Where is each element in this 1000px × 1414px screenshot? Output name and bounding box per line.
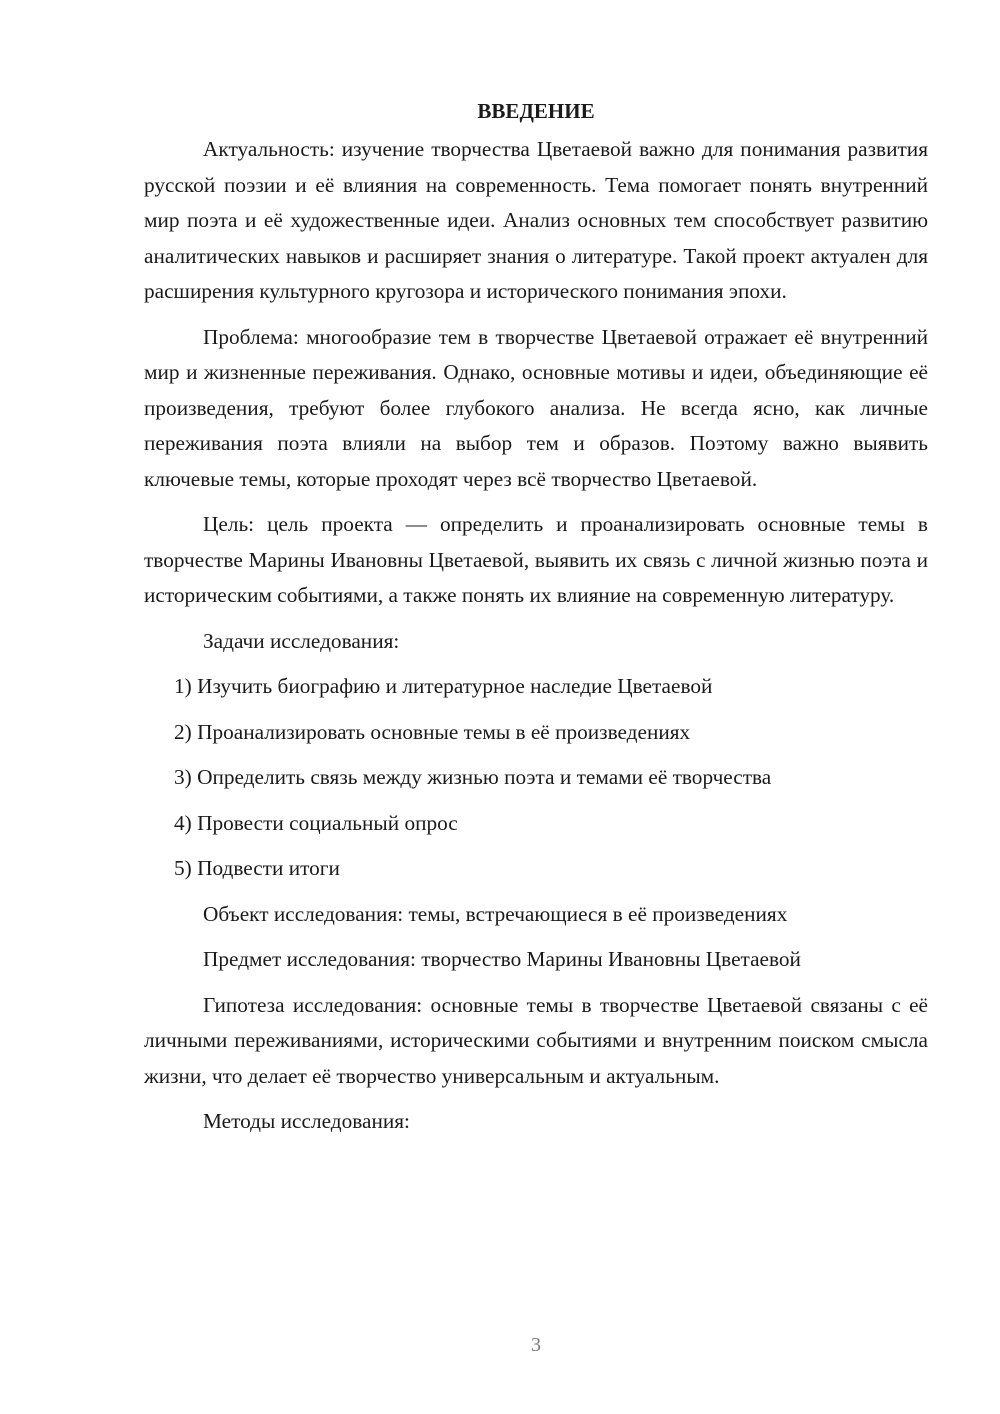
- page-number: 3: [531, 1334, 541, 1356]
- paragraph-goal: Цель: цель проекта — определить и проанализировать основные темы в творчестве Марины Ивановны Цветаевой, выявить их связь с личной жизнью поэта и историческим событиями, а также понять их влияние на современную литературу.: [144, 512, 928, 607]
- tasks-list: [144, 669, 928, 887]
- paragraph-methods-heading: Методы исследования:: [203, 1109, 410, 1133]
- list-item: 3) Определить связь между жизнью поэта и темами её творчества: [174, 765, 772, 789]
- paragraph-relevance: Актуальность: изучение творчества Цветаевой важно для понимания развития русской поэзии и её влияния на современность. Тема помогает понять внутренний мир поэта и её художественные идеи. Анализ основных тем способствует развитию аналитических навыков и расширяет знания о литературе. Такой проект актуален для расширения культурного кругозора и исторического понимания эпохи.: [144, 137, 928, 303]
- paragraph-subject: Предмет исследования: творчество Марины Ивановны Цветаевой: [203, 947, 801, 971]
- list-item: 4) Провести социальный опрос: [174, 810, 458, 835]
- list-item: 1) Изучить биографию и литературное наследие Цветаевой: [174, 674, 713, 698]
- paragraph-object: Объект исследования: темы, встречающиеся в её произведениях: [203, 901, 788, 926]
- paragraph-problem: Проблема: многообразие тем в творчестве Цветаевой отражает её внутренний мир и жизненные переживания. Однако, основные мотивы и идеи, объединяющие её произведения, требуют более глубокого анализа. Не всегда ясно, как личные переживания поэта влияли на выбор тем и образов. Поэтому важно выявить ключевые темы, которые проходят через всё творчество Цветаевой.: [144, 324, 928, 491]
- document-page: [144, 96, 928, 1150]
- paragraph-hypothesis: Гипотеза исследования: основные темы в творчестве Цветаевой связаны с её личными переживаниями, историческими событиями и внутренним поиском смысла жизни, что делает её творчество универсальным и актуальным.: [144, 992, 928, 1088]
- page-title: ВВЕДЕНИЕ: [477, 99, 595, 123]
- list-item: 2) Проанализировать основные темы в её произведениях: [174, 719, 691, 744]
- list-item: 5) Подвести итоги: [174, 856, 340, 880]
- paragraph-tasks-heading: Задачи исследования:: [203, 628, 400, 653]
